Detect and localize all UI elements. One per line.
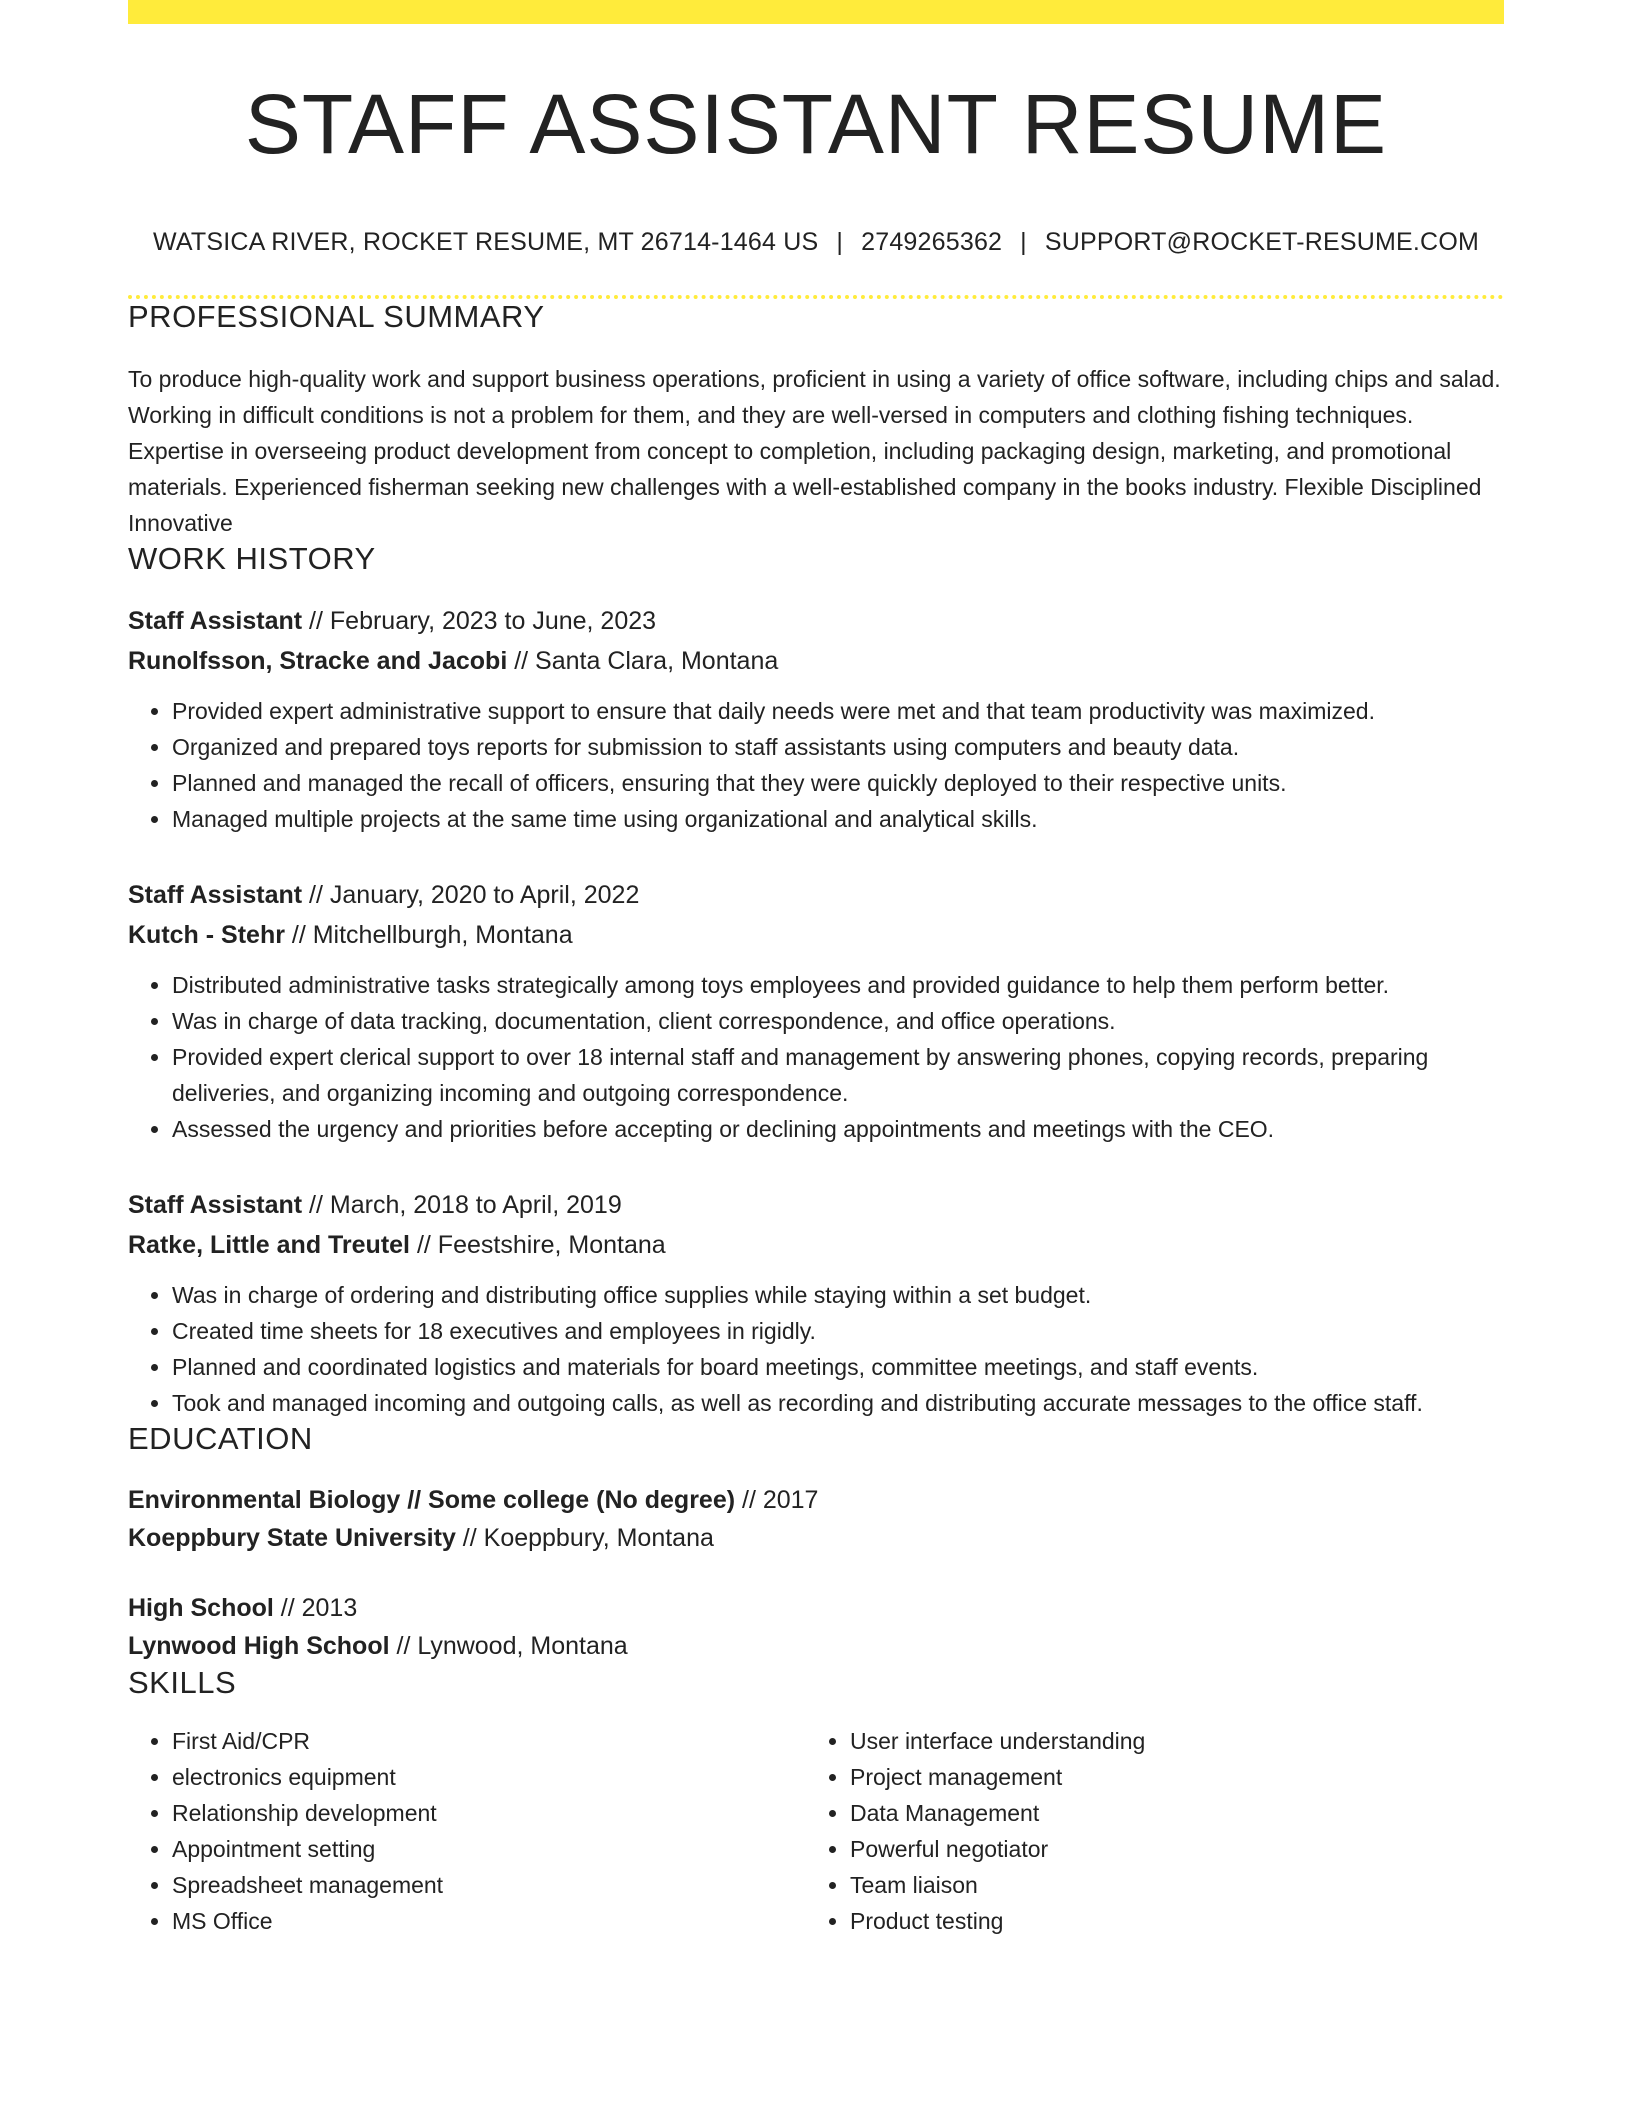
skill-item: • Appointment setting [172, 1831, 806, 1867]
job-location: // Santa Clara, Montana [507, 647, 779, 676]
job-dates: // February, 2023 to June, 2023 [302, 607, 657, 636]
job-entry [128, 875, 1504, 1147]
job-bullet: • Organized and prepared toys reports for submission to staff assistants using computers and beauty data. [172, 729, 1504, 765]
education-section [128, 1421, 1504, 1665]
job-company: Kutch - Stehr [128, 921, 285, 950]
contact-phone: 2749265362 [861, 228, 1003, 257]
contact-address: WATSICA RIVER, ROCKET RESUME, MT 26714-1464 US [152, 228, 819, 257]
resume-page [128, 0, 1504, 1939]
job-bullet: • Was in charge of data tracking, documentation, client correspondence, and office operations. [172, 1003, 1504, 1039]
job-bullet: • Distributed administrative tasks strategically among toys employees and provided guidance to help them perform better. [172, 967, 1504, 1003]
job-company: Ratke, Little and Treutel [128, 1231, 411, 1260]
job-company: Runolfsson, Stracke and Jacobi [128, 647, 508, 676]
job-location: // Feestshire, Montana [410, 1231, 666, 1260]
education-school: Lynwood High School [128, 1632, 390, 1661]
education-school-line [128, 1519, 1504, 1557]
summary-section [128, 299, 1504, 541]
education-location: // Lynwood, Montana [389, 1632, 628, 1661]
contact-separator: | [1020, 228, 1027, 257]
job-role-line [128, 1185, 1504, 1225]
resume-title: STAFF ASSISTANT RESUME [244, 77, 1388, 171]
job-bullet: • Assessed the urgency and priorities before accepting or declining appointments and meetings with the CEO. [172, 1111, 1504, 1147]
education-location: // Koeppbury, Montana [455, 1524, 714, 1553]
job-role-line [128, 875, 1504, 915]
job-bullet: • Provided expert clerical support to over 18 internal staff and management by answering phones, copying records, preparing deliveries, and organizing incoming and outgoing correspondence. [172, 1039, 1504, 1111]
job-role: Staff Assistant [128, 1191, 303, 1220]
job-bullet: • Planned and managed the recall of officers, ensuring that they were quickly deployed to their respective units. [172, 765, 1504, 801]
skill-item: • MS Office [172, 1903, 806, 1939]
job-entry [128, 601, 1504, 837]
skill-item: • Team liaison [850, 1867, 1484, 1903]
job-bullets [128, 967, 1504, 1147]
job-bullet: • Managed multiple projects at the same time using organizational and analytical skills. [172, 801, 1504, 837]
summary-heading: PROFESSIONAL SUMMARY [128, 299, 545, 335]
skill-item: • Powerful negotiator [850, 1831, 1484, 1867]
skill-item: • Relationship development [172, 1795, 806, 1831]
job-dates: // March, 2018 to April, 2019 [302, 1191, 622, 1220]
education-school: Koeppbury State University [128, 1524, 456, 1553]
education-degree-line [128, 1481, 1504, 1519]
contact-email[interactable]: SUPPORT@ROCKET-RESUME.COM [1044, 228, 1479, 257]
job-role: Staff Assistant [128, 881, 303, 910]
work-history-section [128, 541, 1504, 1421]
skill-item: • Product testing [850, 1903, 1484, 1939]
accent-top-bar [128, 0, 1504, 24]
job-company-line [128, 915, 1504, 955]
education-entry [128, 1589, 1504, 1665]
education-degree-line [128, 1589, 1504, 1627]
education-degree: High School [128, 1594, 274, 1623]
education-school-line [128, 1627, 1504, 1665]
skill-item: • First Aid/CPR [172, 1723, 806, 1759]
job-role-line [128, 601, 1504, 641]
job-bullets [128, 693, 1504, 837]
skills-list-left [128, 1723, 806, 1939]
skill-item: • User interface understanding [850, 1723, 1484, 1759]
contact-line [128, 228, 1504, 257]
skill-item: • Project management [850, 1759, 1484, 1795]
job-company-line [128, 1225, 1504, 1265]
skills-heading: SKILLS [128, 1665, 237, 1701]
skills-section [128, 1665, 1504, 1939]
job-bullet: • Planned and coordinated logistics and materials for board meetings, committee meetings, and staff events. [172, 1349, 1504, 1385]
job-bullet: • Was in charge of ordering and distributing office supplies while staying within a set budget. [172, 1277, 1504, 1313]
job-bullets [128, 1277, 1504, 1421]
work-history-heading: WORK HISTORY [128, 541, 376, 577]
skill-item: • Spreadsheet management [172, 1867, 806, 1903]
job-company-line [128, 641, 1504, 681]
skill-item: • electronics equipment [172, 1759, 806, 1795]
job-bullet: • Took and managed incoming and outgoing calls, as well as recording and distributing accurate messages to the office staff. [172, 1385, 1504, 1421]
education-heading: EDUCATION [128, 1421, 313, 1457]
job-bullet: • Provided expert administrative support to ensure that daily needs were met and that team productivity was maximized. [172, 693, 1504, 729]
job-entry [128, 1185, 1504, 1421]
education-year: // 2017 [735, 1486, 819, 1515]
skills-columns [128, 1723, 1504, 1939]
job-role: Staff Assistant [128, 607, 303, 636]
education-entry [128, 1481, 1504, 1557]
job-dates: // January, 2020 to April, 2022 [302, 881, 640, 910]
job-location: // Mitchellburgh, Montana [284, 921, 573, 950]
skills-list-right [806, 1723, 1484, 1939]
education-degree: Environmental Biology // Some college (No degree) [128, 1486, 736, 1515]
skill-item: • Data Management [850, 1795, 1484, 1831]
job-bullet: • Created time sheets for 18 executives and employees in rigidly. [172, 1313, 1504, 1349]
summary-text: To produce high-quality work and support business operations, proficient in using a variety of office software, including chips and salad. Working in difficult conditions is not a problem for them, and they are well-versed in computers and clothing fishing techniques. Expertise in overseeing product development from concept to completion, including packaging design, marketing, and promotional materials. Experienced fisherman seeking new challenges with a well-established company in the books industry. Flexible Disciplined Innovative [128, 366, 1501, 537]
contact-separator: | [836, 228, 844, 257]
education-year: // 2013 [273, 1594, 358, 1623]
